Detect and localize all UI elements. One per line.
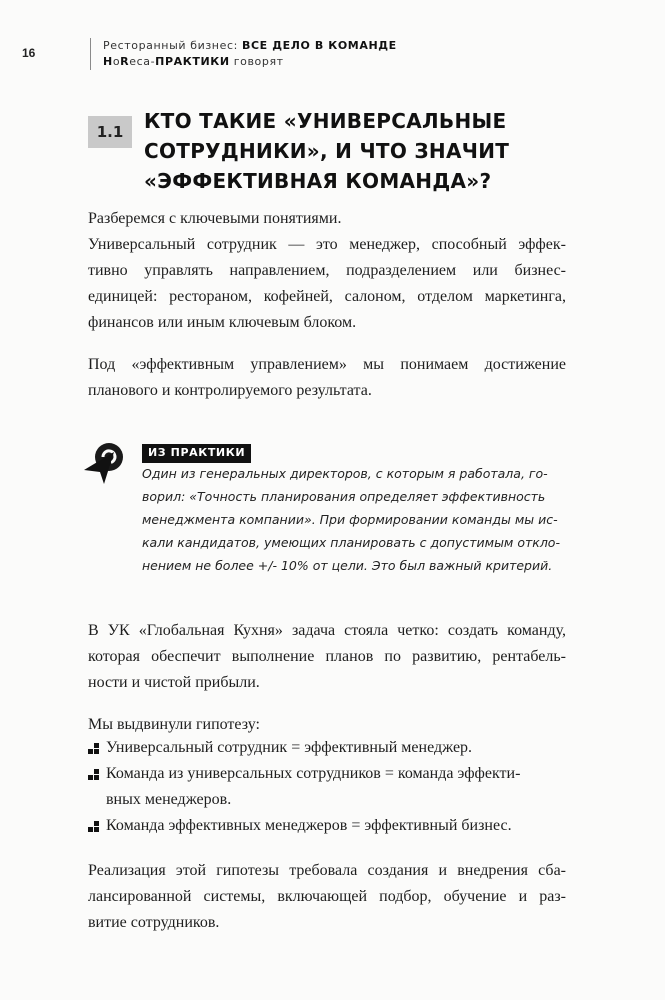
list-item: Универсальный сотрудник = эффективный менеджер. (88, 735, 568, 761)
definition-paragraph: Под «эффективным управлением» мы понимаем достижение планового и контролируемого результата. (88, 356, 566, 399)
page-number: 16 (22, 46, 36, 60)
section-title: КТО ТАКИЕ «УНИВЕРСАЛЬНЫЕ СОТРУДНИКИ», И ЧТО ЗНАЧИТ «ЭФФЕКТИВНАЯ КОМАНДА»? (144, 109, 510, 193)
section-number-badge: 1.1 (88, 116, 132, 148)
bullet-checker-icon (88, 821, 100, 833)
list-item: Команда эффективных менеджеров = эффективный бизнес. (88, 813, 568, 839)
task-paragraph: В УК «Глобальная Кухня» задача стояла четко: создать команду, которая обеспечит выполнение планов по развитию, рентабель- ности и чистой прибыли. (88, 622, 566, 691)
conclusion-paragraph: Реализация этой гипотезы требовала создания и внедрения сба- лансированной системы, включающей подбор, обучение и раз- витие сотрудников. (88, 862, 566, 931)
practice-label: ИЗ ПРАКТИКИ (142, 444, 251, 463)
list-item: Команда из универсальных сотрудников = команда эффекти- вных менеджеров. (88, 761, 568, 813)
intro-paragraph: Разберемся с ключевыми понятиями. Универсальный сотрудник — это менеджер, способный эффек- тивно управлять направлением, подразделением или бизнес- единицей: рестораном, кофейней, салоном, отделом маркетинга, финансов или иным ключевым блоком. (88, 210, 566, 331)
running-head (90, 38, 397, 70)
running-head-line-1: Ресторанный бизнес: ВСЕ ДЕЛО В КОМАНДЕ (103, 39, 397, 52)
compass-arrow-icon (82, 440, 126, 486)
running-head-line-2: HoReca-ПРАКТИКИ говорят (103, 55, 284, 68)
bullet-checker-icon (88, 743, 100, 755)
bullet-checker-icon (88, 769, 100, 781)
practice-quote: Один из генеральных директоров, с которым я работала, го- ворил: «Точность планирования определяет эффективность менеджмента компании». При формировании команды мы ис- кали кандидатов, умеющих планировать с допустимым откло- нением не более +/- 10% от цели. Это был важный критерий. (142, 466, 560, 573)
hypothesis-intro: Мы выдвинули гипотезу: (88, 716, 260, 733)
hypothesis-list (88, 735, 568, 839)
